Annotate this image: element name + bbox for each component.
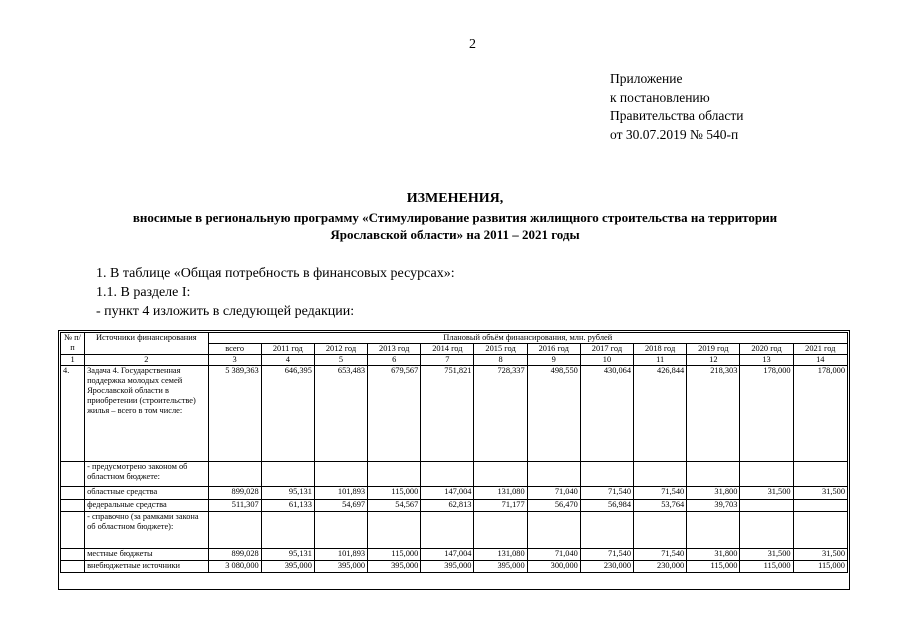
row-number: 4. — [61, 366, 85, 462]
cell-value: 53,764 — [634, 500, 687, 512]
cell-value: 178,000 — [793, 366, 847, 462]
table-row-local — [61, 549, 848, 561]
cell-value: 899,028 — [208, 549, 261, 561]
year-header: всего — [208, 344, 261, 355]
table-row-subheading — [61, 512, 848, 549]
cell-value: 31,800 — [687, 487, 740, 500]
col-number: 12 — [687, 355, 740, 366]
appendix-line: от 30.07.2019 № 540-п — [610, 126, 739, 142]
appendix-block — [610, 70, 743, 144]
cell-value: 71,040 — [527, 549, 580, 561]
cell-value: 653,483 — [314, 366, 367, 462]
cell-value — [793, 500, 847, 512]
row-label: Задача 4. Государственная поддержка молодых семей Ярославской области в приобретении (строительстве) жилья – всего в том числе: — [85, 366, 208, 462]
col-number: 3 — [208, 355, 261, 366]
col-number: 6 — [368, 355, 421, 366]
cell-value: 101,893 — [314, 487, 367, 500]
cell-value: 95,131 — [261, 487, 314, 500]
header-num: № п/п — [61, 333, 85, 355]
cell-value: 71,540 — [580, 549, 633, 561]
table-row-subheading — [61, 462, 848, 487]
header-source: Источники финансирования — [85, 333, 208, 355]
cell-value: 101,893 — [314, 549, 367, 561]
cell-value: 71,540 — [634, 549, 687, 561]
year-header: 2011 год — [261, 344, 314, 355]
col-number: 10 — [580, 355, 633, 366]
row-label: местные бюджеты — [85, 549, 208, 561]
financing-table — [60, 332, 848, 573]
cell-value: 31,500 — [793, 549, 847, 561]
col-number: 9 — [527, 355, 580, 366]
year-header: 2020 год — [740, 344, 793, 355]
cell-value: 131,080 — [474, 487, 527, 500]
col-number: 13 — [740, 355, 793, 366]
header-plan: Плановый объём финансирования, млн. рублей — [208, 333, 847, 344]
col-number: 7 — [421, 355, 474, 366]
cell-value: 31,500 — [740, 549, 793, 561]
cell-value: 498,550 — [527, 366, 580, 462]
cell-value: 115,000 — [368, 549, 421, 561]
cell-value: 147,004 — [421, 487, 474, 500]
cell-value: 31,800 — [687, 549, 740, 561]
cell-value: 646,395 — [261, 366, 314, 462]
cell-value: 395,000 — [368, 561, 421, 573]
year-header: 2017 год — [580, 344, 633, 355]
heading-title: ИЗМЕНЕНИЯ, — [406, 191, 504, 206]
col-number: 4 — [261, 355, 314, 366]
year-header: 2021 год — [793, 344, 847, 355]
appendix-line: Приложение — [610, 71, 683, 86]
cell-value: 751,821 — [421, 366, 474, 462]
cell-value: 395,000 — [421, 561, 474, 573]
row-label: внебюджетные источники — [85, 561, 208, 573]
table-row-federal — [61, 500, 848, 512]
col-number: 14 — [793, 355, 847, 366]
row-label: областные средства — [85, 487, 208, 500]
cell-value: 230,000 — [580, 561, 633, 573]
cell-value: 71,540 — [634, 487, 687, 500]
cell-value: 395,000 — [314, 561, 367, 573]
cell-value: 115,000 — [793, 561, 847, 573]
col-number: 2 — [85, 355, 208, 366]
col-number: 5 — [314, 355, 367, 366]
col-number: 11 — [634, 355, 687, 366]
cell-value: 61,133 — [261, 500, 314, 512]
cell-value: 54,697 — [314, 500, 367, 512]
cell-value: 300,000 — [527, 561, 580, 573]
col-number: 8 — [474, 355, 527, 366]
cell-value: 56,470 — [527, 500, 580, 512]
appendix-line: Правительства области — [610, 108, 744, 123]
cell-value: 178,000 — [740, 366, 793, 462]
cell-value: 3 080,000 — [208, 561, 261, 573]
body-line: 1.1. В разделе I: — [96, 285, 191, 300]
year-header: 2015 год — [474, 344, 527, 355]
cell-value: 679,567 — [368, 366, 421, 462]
cell-value: 218,303 — [687, 366, 740, 462]
column-number-row — [61, 355, 848, 366]
cell-value: 54,567 — [368, 500, 421, 512]
appendix-line: к постановлению — [610, 89, 710, 105]
cell-value: 430,064 — [580, 366, 633, 462]
col-number: 1 — [61, 355, 85, 366]
body-text — [96, 264, 455, 321]
cell-value: 395,000 — [474, 561, 527, 573]
table-row-extra — [61, 561, 848, 573]
year-header: 2018 год — [634, 344, 687, 355]
year-header: 2014 год — [421, 344, 474, 355]
table-row-regional — [61, 487, 848, 500]
year-header: 2019 год — [687, 344, 740, 355]
cell-value: 147,004 — [421, 549, 474, 561]
body-line: - пункт 4 изложить в следующей редакции: — [96, 304, 355, 319]
page-number: 2 — [469, 37, 476, 52]
cell-value: 95,131 — [261, 549, 314, 561]
cell-value: 62,813 — [421, 500, 474, 512]
document-heading — [60, 190, 850, 243]
row-label: федеральные средства — [85, 500, 208, 512]
cell-value: 899,028 — [208, 487, 261, 500]
table-row-task — [61, 366, 848, 462]
cell-value — [740, 500, 793, 512]
cell-value: 31,500 — [793, 487, 847, 500]
year-header: 2012 год — [314, 344, 367, 355]
cell-value: 395,000 — [261, 561, 314, 573]
year-header: 2013 год — [368, 344, 421, 355]
cell-value: 115,000 — [368, 487, 421, 500]
heading-line: вносимые в региональную программу «Стимулирование развития жилищного строительства на территории — [132, 210, 778, 225]
row-label: - предусмотрено законом об областном бюджете: — [85, 462, 208, 487]
row-label: - справочно (за рамками закона об областном бюджете): — [85, 512, 208, 549]
cell-value: 115,000 — [740, 561, 793, 573]
body-line: 1. В таблице «Общая потребность в финансовых ресурсах»: — [96, 266, 455, 281]
cell-value: 71,540 — [580, 487, 633, 500]
heading-line: Ярославской области» на 2011 – 2021 годы — [330, 227, 580, 242]
cell-value: 426,844 — [634, 366, 687, 462]
cell-value: 230,000 — [634, 561, 687, 573]
cell-value: 56,984 — [580, 500, 633, 512]
cell-value: 39,703 — [687, 500, 740, 512]
year-header: 2016 год — [527, 344, 580, 355]
cell-value: 131,080 — [474, 549, 527, 561]
cell-value: 115,000 — [687, 561, 740, 573]
cell-value: 71,177 — [474, 500, 527, 512]
cell-value: 511,307 — [208, 500, 261, 512]
cell-value: 31,500 — [740, 487, 793, 500]
cell-value: 5 389,363 — [208, 366, 261, 462]
cell-value: 71,040 — [527, 487, 580, 500]
cell-value: 728,337 — [474, 366, 527, 462]
